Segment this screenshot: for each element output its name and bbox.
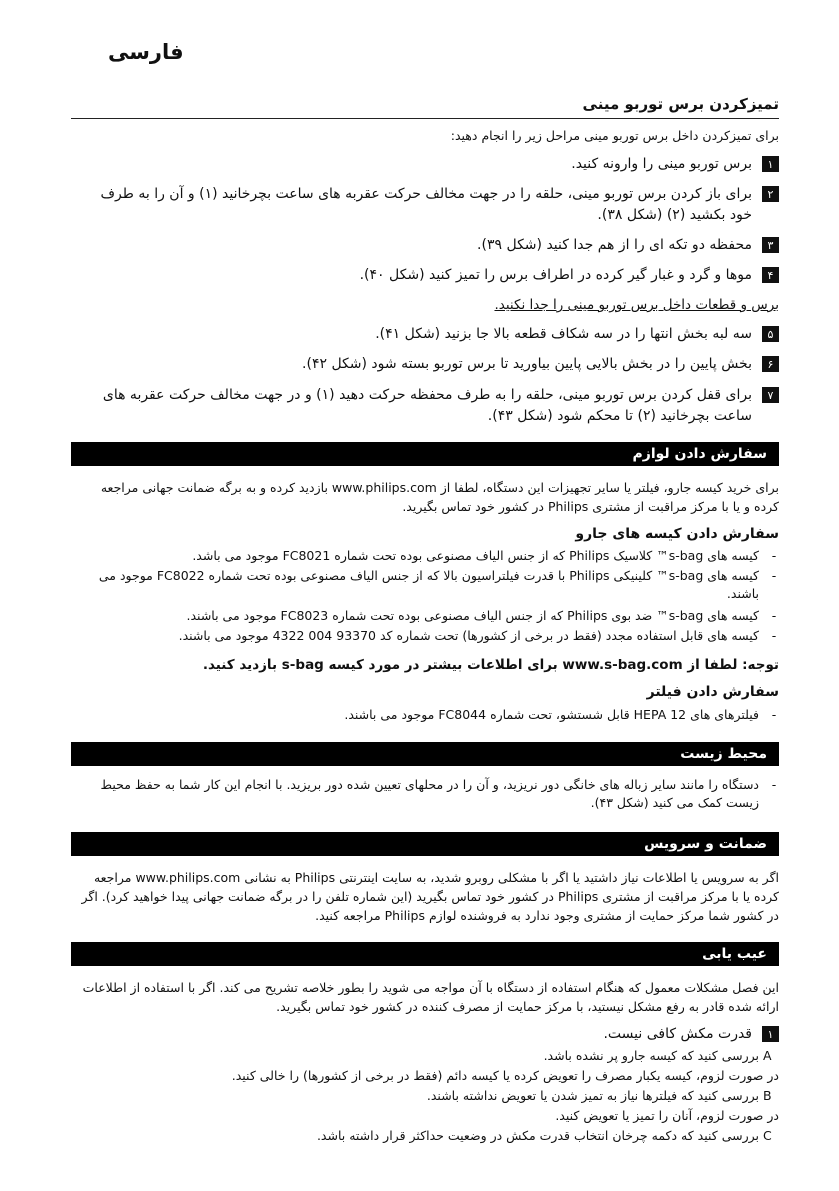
step-text: موها و گرد و غبار گیر کرده در اطراف برس را تمیز کنید (شکل ۴۰).: [359, 267, 752, 283]
troubleshooting-title: عیب یابی: [71, 942, 779, 966]
bag-text: کیسه های قابل استفاده مجدد (فقط در برخی از کشورها) تحت شماره کد 93370 004 4322 موجود می باشند.: [178, 628, 759, 643]
bag-text: کیسه های s-bag™ کلاسیک Philips که از جنس الیاف مصنوعی بوده تحت شماره FC8021 موجود می باشد.: [192, 548, 759, 563]
warranty-text: اگر به سرویس یا اطلاعات نیاز داشتید یا اگر با مشکلی روبرو شدید، به سایت اینترنتی Philips به نشانی www.philips.com مراجعه کرده یا با مرکز مراقبت از مشتری Philips در کشور خود تماس بگیرید (این شماره تلفن را در برگه ضمانت جهانی پیدا خواهید کرد). اگر در کشور شما مرکز حمایت از مشتری وجود ندارد به فروشنده لوازم Philips مراجعه کنید.: [81, 870, 779, 923]
filter-item: [74, 706, 779, 724]
step-number: ۵: [762, 326, 779, 342]
step-text: برس توربو مینی را وارونه کنید.: [571, 156, 752, 172]
step-text: برای باز کردن برس توربو مینی، حلقه را در جهت مخالف حرکت عقربه های ساعت بچرخانید (۱) و آن را به طرف خود بکشید (۲) (شکل ۳۸).: [100, 186, 752, 223]
solution-b-followup: در صورت لزوم، آنان را تمیز یا تعویض کنید.: [555, 1108, 779, 1123]
solution-text: بررسی کنید که دکمه چرخان انتخاب قدرت مکش در وضعیت حداکثر قرار داشته باشد.: [316, 1128, 760, 1143]
cleaning-step: [74, 324, 779, 345]
solution-text: بررسی کنید که فیلترها نیاز به تمیز شدن یا تعویض نداشته باشند.: [426, 1088, 760, 1103]
cleaning-step: [74, 154, 779, 175]
warranty-title: ضمانت و سرویس: [71, 832, 779, 856]
solution-letter: A: [763, 1048, 772, 1063]
bullet-dash: -: [771, 548, 777, 563]
bullet-dash: -: [771, 608, 777, 623]
solution-a: [74, 1047, 779, 1065]
cleaning-step: [74, 235, 779, 256]
sbag-note: توجه: لطفا از www.s-bag.com برای اطلاعات بیشتر در مورد کیسه s-bag بازدید کنید.: [202, 657, 779, 673]
bullet-dash: -: [771, 568, 777, 583]
step-number: ۳: [762, 237, 779, 253]
troubleshooting-intro: این فصل مشکلات معمول که هنگام استفاده از دستگاه با آن مواجه می شوید را بطور خلاصه تشریح می کند. اگر با استفاده از اطلاعات ارائه شده قادر به رفع مشکل نیستید، با مرکز حمایت از مصرف کننده در کشور خود تماس بگیرید.: [82, 980, 779, 1014]
bag-item: [74, 607, 779, 625]
solution-letter: B: [763, 1088, 772, 1103]
step-number: ۲: [762, 186, 779, 202]
step-number: ۱: [762, 156, 779, 172]
problem-text: قدرت مکش کافی نیست.: [603, 1026, 752, 1042]
problem-number: ۱: [762, 1026, 779, 1042]
bag-text: کیسه های s-bag™ ضد بوی Philips که از جنس الیاف مصنوعی بوده تحت شماره FC8023 موجود می باشند.: [186, 608, 759, 623]
step-text: محفظه دو تکه ای را از هم جدا کنید (شکل ۳۹).: [477, 237, 752, 253]
bullet-dash: -: [771, 777, 777, 792]
step-number: ۴: [762, 267, 779, 283]
filters-title: سفارش دادن فیلتر: [646, 684, 779, 700]
cleaning-title: تمیزکردن برس توربو مینی: [582, 95, 779, 113]
bag-item: [74, 627, 779, 645]
cleaning-step: [74, 184, 779, 226]
bullet-dash: -: [771, 707, 777, 722]
cleaning-step: [74, 265, 779, 286]
cleaning-warning: برس و قطعات داخل برس توربو مینی را جدا نکنید.: [494, 297, 779, 313]
language-heading: فارسی: [108, 40, 184, 64]
accessories-intro: برای خرید کیسه جارو، فیلتر یا سایر تجهیزات این دستگاه، لطفا از www.philips.com بازدید کرده و به برگه ضمانت جهانی مراجعه کرده و یا با مرکز مراقبت از مشتری Philips در کشور خود تماس بگیرید.: [100, 480, 779, 514]
problem-row: [74, 1024, 779, 1045]
bag-text: کیسه های s-bag™ کلینیکی Philips با قدرت فیلتراسیون بالا که از جنس الیاف مصنوعی بوده تحت شماره FC8022 موجود می باشند.: [98, 568, 759, 601]
environment-item: [74, 776, 779, 812]
environment-text: دستگاه را مانند سایر زباله های خانگی دور نریزید، و آن را در محلهای تعیین شده دور بریزید. با انجام این کار شما به حفظ محیط زیست کمک می کنید (شکل ۴۳).: [100, 777, 759, 810]
header-rule: [71, 118, 779, 119]
bag-item: [74, 567, 779, 603]
solution-letter: C: [763, 1128, 772, 1143]
environment-title: محیط زیست: [71, 742, 779, 766]
cleaning-step: [74, 354, 779, 375]
bullet-dash: -: [771, 628, 777, 643]
cleaning-step: [74, 385, 779, 427]
accessories-title: سفارش دادن لوازم: [71, 442, 779, 466]
step-text: سه لبه بخش انتها را در سه شکاف قطعه بالا جا بزنید (شکل ۴۱).: [375, 326, 752, 342]
filter-text: فیلترهای های HEPA 12 قابل شستشو، تحت شماره FC8044 موجود می باشند.: [344, 707, 759, 722]
bags-title: سفارش دادن کیسه های جارو: [575, 526, 779, 542]
cleaning-intro: برای تمیزکردن داخل برس توربو مینی مراحل زیر را انجام دهید:: [450, 128, 779, 143]
bag-item: [74, 547, 779, 565]
step-number: ۷: [762, 387, 779, 403]
solution-a-followup: در صورت لزوم، کیسه یکبار مصرف را تعویض کرده یا کیسه دائم (فقط در برخی از کشورها) را خالی کنید.: [231, 1068, 779, 1083]
solution-c: [74, 1127, 779, 1145]
step-text: بخش پایین را در بخش بالایی پایین بیاورید تا برس توربو بسته شود (شکل ۴۲).: [302, 356, 752, 372]
step-text: برای قفل کردن برس توربو مینی، حلقه را به طرف محفظه حرکت دهید (۱) و در جهت مخالف حرکت عقربه های ساعت بچرخانید (۲) تا محکم شود (شکل ۴۳).: [102, 387, 752, 424]
solution-text: بررسی کنید که کیسه جارو پر نشده باشد.: [543, 1048, 760, 1063]
step-number: ۶: [762, 356, 779, 372]
solution-b: [74, 1087, 779, 1105]
